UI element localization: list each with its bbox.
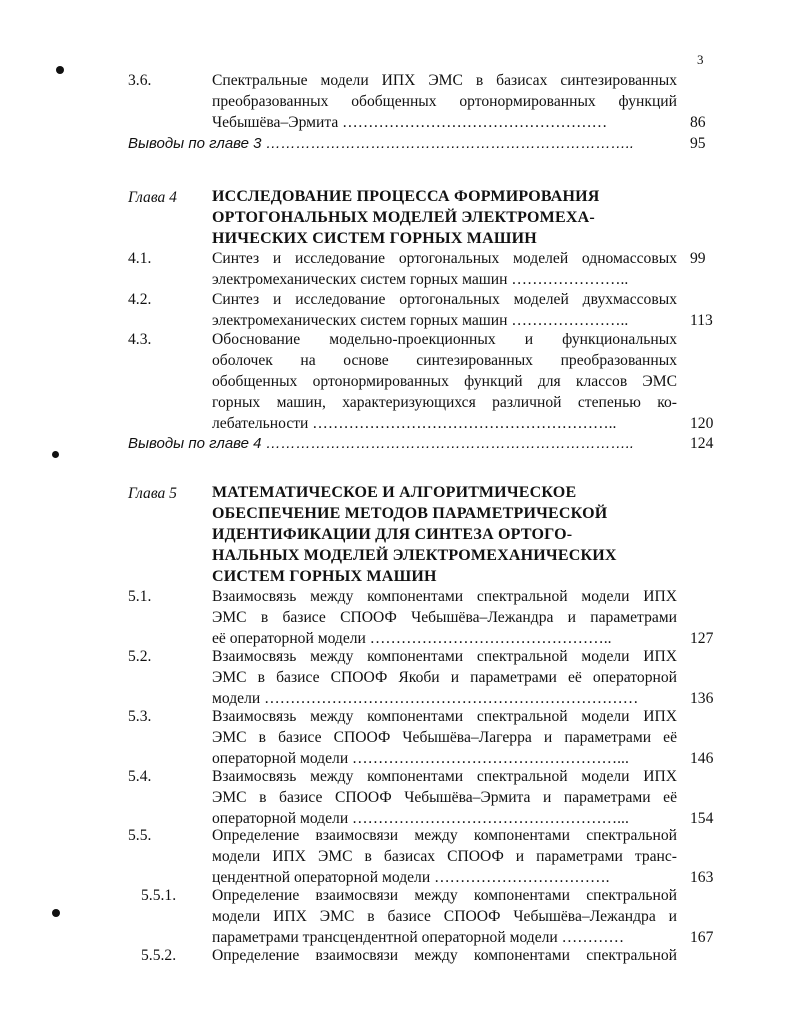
chapter-summary-4: Выводы по главе 4 ……………………………………………………………….. (128, 435, 635, 452)
section-number: 3.6. (128, 72, 152, 89)
chapter-title-line: ОРТОГОНАЛЬНЫХ МОДЕЛЕЙ ЭЛЕКТРОМЕХА- (212, 209, 595, 226)
section-title (212, 825, 677, 888)
section-title-line: обобщенных ортонормированных функций для классов ЭМС (212, 373, 677, 390)
section-number: 5.4. (128, 768, 152, 785)
section-title (212, 248, 677, 290)
section-title-line: ЭМС в базисе СПООФ Чебышёва–Эрмита и параметрами её (212, 789, 677, 806)
chapter-title-line: ОБЕСПЕЧЕНИЕ МЕТОДОВ ПАРАМЕТРИЧЕСКОЙ (212, 505, 608, 522)
chapter-title-line: ИССЛЕДОВАНИЕ ПРОЦЕССА ФОРМИРОВАНИЯ (212, 188, 600, 205)
section-title-line: электромеханических систем горных машин ………………….. (212, 271, 629, 288)
chapter-summary-3: Выводы по главе 3 ……………………………………………………………….. (128, 135, 635, 152)
chapter-title-4 (212, 186, 682, 249)
chapter-title-5 (212, 482, 682, 587)
section-title-line: Чебышёва–Эрмита …………………………………………… (212, 114, 608, 131)
page-ref: 99 (690, 250, 706, 267)
page-ref: 154 (690, 810, 714, 827)
margin-mark-3 (52, 909, 60, 917)
section-title-line: ЭМС в базисе СПООФ Чебышёва–Лагерра и параметрами её (212, 729, 677, 746)
section-title-line: её операторной модели ……………………………………….. (212, 630, 612, 647)
page-ref: 163 (690, 869, 714, 886)
section-number: 4.2. (128, 291, 152, 308)
section-title-line: модели ……………………………………………………………… (212, 690, 639, 707)
chapter-label-5: Глава 5 (128, 485, 177, 502)
chapter-title-line: НАЛЬНЫХ МОДЕЛЕЙ ЭЛЕКТРОМЕХАНИЧЕСКИХ (212, 547, 617, 564)
section-title-line: Определение взаимосвязи между компонентами спектральной (212, 827, 677, 844)
section-title-line: оболочек на основе синтезированных преобразованных (212, 352, 677, 369)
section-title-line: параметрами трансцендентной операторной модели ………… (212, 929, 625, 946)
page-ref: 124 (690, 435, 714, 452)
chapter-label-4: Глава 4 (128, 189, 177, 206)
section-title-line: цендентной операторной модели ……………………………. (212, 869, 610, 886)
section-title (212, 289, 677, 331)
page-number: 3 (697, 52, 704, 67)
chapter-title-line: НИЧЕСКИХ СИСТЕМ ГОРНЫХ МАШИН (212, 230, 537, 247)
page-ref: 136 (690, 690, 714, 707)
section-title-line: ЭМС в базисе СПООФ Чебышёва–Лежандра и параметрами (212, 609, 677, 626)
page-ref: 95 (690, 135, 706, 152)
section-title-line: Определение взаимосвязи между компонентами спектральной (212, 947, 677, 964)
section-title-line: Синтез и исследование ортогональных моделей одномассовых (212, 250, 677, 267)
chapter-title-line: МАТЕМАТИЧЕСКОЕ И АЛГОРИТМИЧЕСКОЕ (212, 484, 577, 501)
section-number: 5.5.1. (141, 887, 177, 904)
section-title-line: операторной модели ……………………………………………... (212, 750, 629, 767)
section-number: 5.2. (128, 648, 152, 665)
section-title-line: ЭМС в базисе СПООФ Якоби и параметрами её операторной (212, 669, 677, 686)
page-ref: 127 (690, 630, 714, 647)
margin-mark-2 (52, 451, 59, 458)
page-ref: 120 (690, 415, 714, 432)
section-title (212, 945, 677, 966)
section-title-line: преобразованных обобщенных ортонормированных функций (212, 93, 677, 110)
section-number: 5.5.2. (141, 947, 177, 964)
page-ref: 167 (690, 929, 714, 946)
section-title (212, 586, 677, 649)
section-number: 5.1. (128, 588, 152, 605)
section-title-line: модели ИПХ ЭМС в базисе СПООФ Чебышёва–Лежандра и (212, 908, 677, 925)
chapter-title-line: СИСТЕМ ГОРНЫХ МАШИН (212, 568, 437, 585)
section-title-line: электромеханических систем горных машин ………………….. (212, 312, 629, 329)
section-number: 4.1. (128, 250, 152, 267)
section-title-line: Взаимосвязь между компонентами спектральной модели ИПХ (212, 708, 677, 725)
section-title-line: горных машин, характеризующихся различной степенью ко- (212, 394, 677, 411)
section-title-line: Взаимосвязь между компонентами спектральной модели ИПХ (212, 648, 677, 665)
section-title-line: Определение взаимосвязи между компонентами спектральной (212, 887, 677, 904)
section-title (212, 766, 677, 829)
section-title (212, 329, 677, 434)
section-number: 4.3. (128, 331, 152, 348)
section-title-line: Спектральные модели ИПХ ЭМС в базисах синтезированных (212, 72, 677, 89)
section-title (212, 70, 677, 133)
section-title (212, 646, 677, 709)
section-title (212, 885, 677, 948)
page-ref: 86 (690, 114, 706, 131)
section-title-line: модели ИПХ ЭМС в базисах СПООФ и параметрами транс- (212, 848, 677, 865)
section-title-line: лебательности ………………………………………………….. (212, 415, 617, 432)
margin-mark-1 (56, 66, 64, 74)
section-number: 5.5. (128, 827, 152, 844)
page-ref: 113 (690, 312, 713, 329)
section-title-line: Обоснование модельно-проекционных и функциональных (212, 331, 677, 348)
section-title-line: Взаимосвязь между компонентами спектральной модели ИПХ (212, 768, 677, 785)
section-title (212, 706, 677, 769)
section-number: 5.3. (128, 708, 152, 725)
section-title-line: Взаимосвязь между компонентами спектральной модели ИПХ (212, 588, 677, 605)
section-title-line: Синтез и исследование ортогональных моделей двухмассовых (212, 291, 677, 308)
page-ref: 146 (690, 750, 714, 767)
chapter-title-line: ИДЕНТИФИКАЦИИ ДЛЯ СИНТЕЗА ОРТОГО- (212, 526, 573, 543)
section-title-line: операторной модели ……………………………………………... (212, 810, 629, 827)
